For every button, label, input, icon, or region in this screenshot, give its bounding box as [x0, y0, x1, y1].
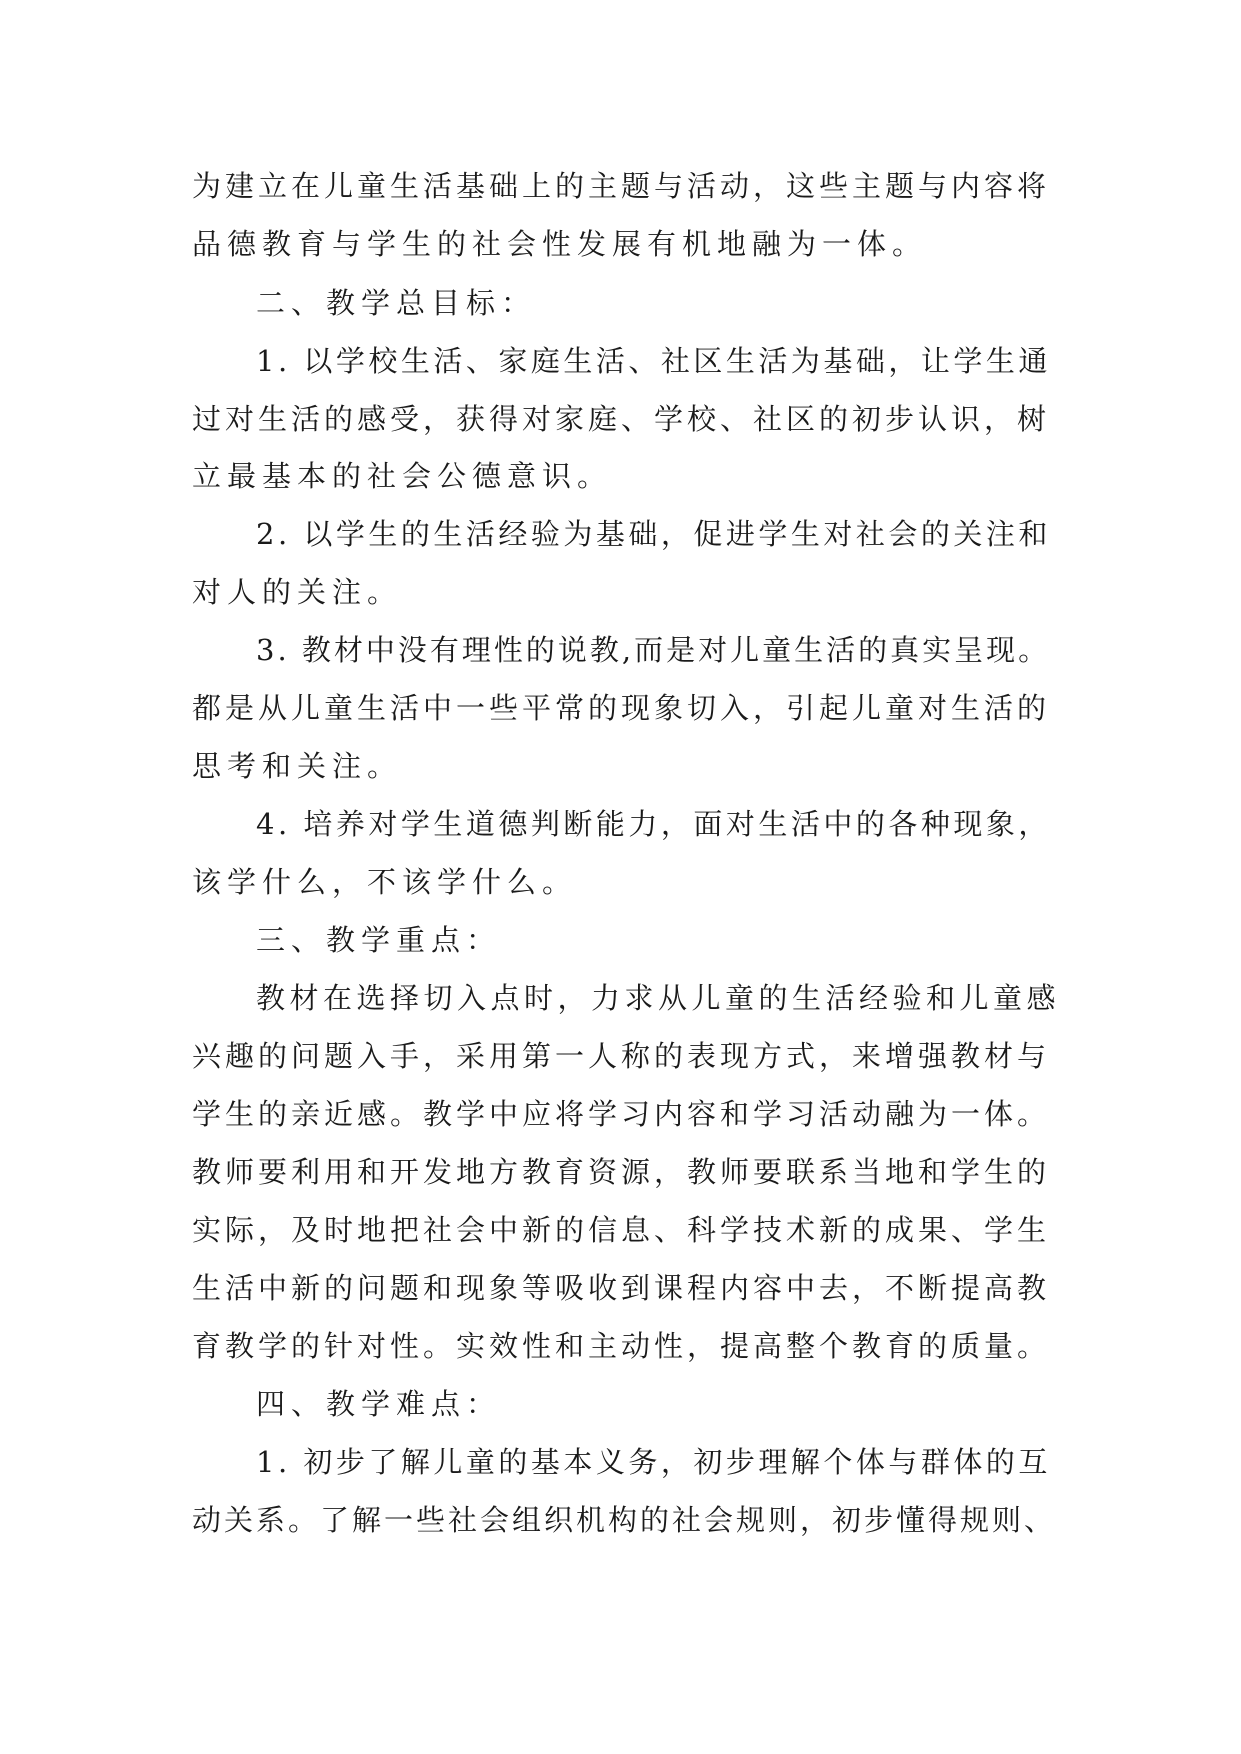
section-heading: 四、教学难点：	[256, 1387, 502, 1421]
text-line: 3. 教材中没有理性的说教,而是对儿童生活的真实呈现。	[256, 633, 1051, 667]
text-line: 育教学的针对性。实效性和主动性，提高整个教育的质量。	[192, 1329, 1051, 1363]
text-line: 1. 初步了解儿童的基本义务，初步理解个体与群体的互	[256, 1445, 1051, 1479]
text-line: 思考和关注。	[192, 749, 403, 783]
text-line: 学生的亲近感。教学中应将学习内容和学习活动融为一体。	[192, 1097, 1051, 1131]
text-line: 4. 培养对学生道德判断能力，面对生活中的各种现象，	[256, 807, 1051, 841]
text-line: 生活中新的问题和现象等吸收到课程内容中去，不断提高教	[192, 1271, 1051, 1305]
text-line: 1. 以学校生活、家庭生活、社区生活为基础，让学生通	[256, 344, 1051, 378]
text-line: 都是从儿童生活中一些平常的现象切入，引起儿童对生活的	[192, 691, 1051, 725]
text-line: 品德教育与学生的社会性发展有机地融为一体。	[192, 227, 928, 261]
text-line: 该学什么，不该学什么。	[192, 865, 578, 899]
text-line: 立最基本的社会公德意识。	[192, 459, 613, 493]
section-heading: 二、教学总目标：	[256, 286, 537, 320]
text-line: 兴趣的问题入手，采用第一人称的表现方式，来增强教材与	[192, 1039, 1051, 1073]
text-line: 实际，及时地把社会中新的信息、科学技术新的成果、学生	[192, 1213, 1051, 1247]
text-line: 教师要利用和开发地方教育资源，教师要联系当地和学生的	[192, 1155, 1051, 1189]
text-line: 为建立在儿童生活基础上的主题与活动，这些主题与内容将	[192, 169, 1051, 203]
section-heading: 三、教学重点：	[256, 923, 502, 957]
text-line: 过对生活的感受，获得对家庭、学校、社区的初步认识，树	[192, 402, 1051, 436]
text-line: 2. 以学生的生活经验为基础，促进学生对社会的关注和	[256, 517, 1051, 551]
text-line: 教材在选择切入点时，力求从儿童的生活经验和儿童感	[256, 981, 1061, 1015]
text-line: 对人的关注。	[192, 575, 403, 609]
text-line: 动关系。了解一些社会组织机构的社会规则，初步懂得规则、	[192, 1503, 1057, 1537]
